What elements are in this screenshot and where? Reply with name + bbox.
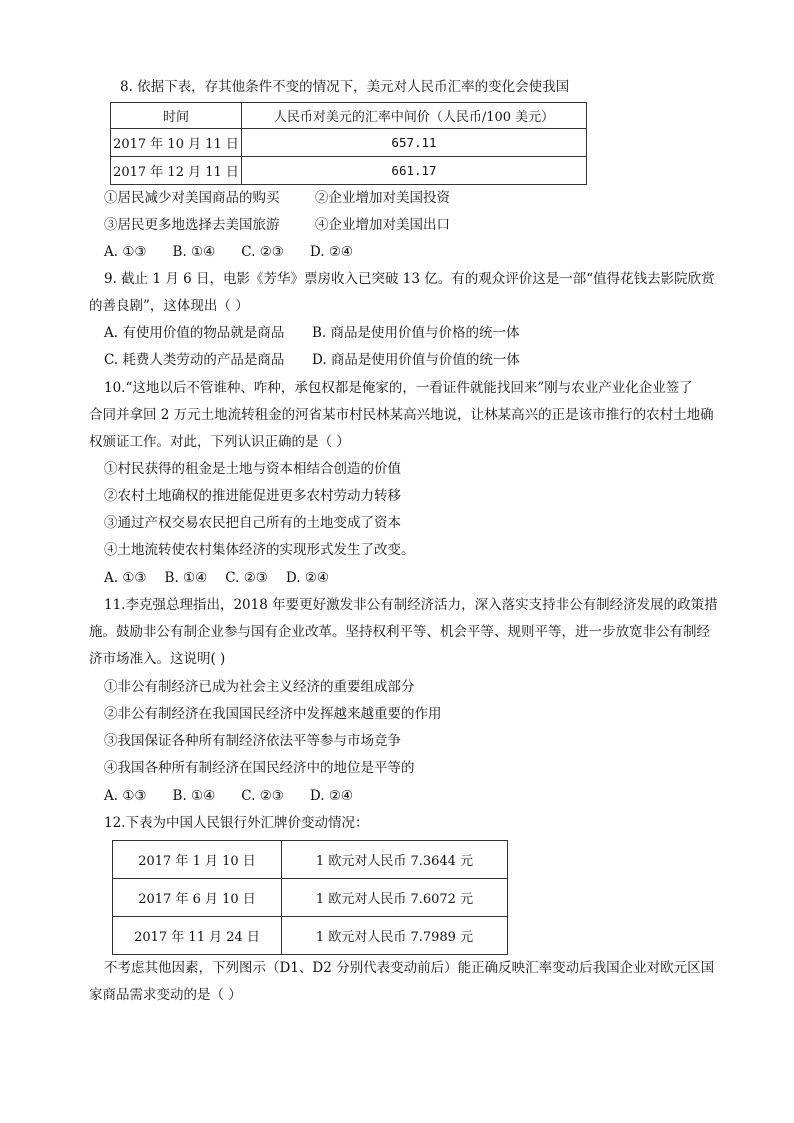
q12-text-line: 家商品需求变动的是（ ） [89,987,242,1003]
q11-stem-line: 11.李克强总理指出，2018 年要更好激发非公有制经济活力，深入落实支持非公有制经济发展的政策措 [104,597,718,613]
choice-c: C. ②③ [241,244,284,260]
table-cell-rate: 1 欧元对人民币 7.7989 元 [282,917,508,955]
table-cell-rate: 661.17 [242,157,587,185]
q9-option-c: C. 耗费人类劳动的产品是商品 [104,352,285,368]
q8-choices [104,242,353,262]
choice-c: C. ②③ [241,788,284,804]
table-cell-date: 2017 年 6 月 10 日 [113,879,282,917]
table-row [113,917,508,955]
choice-a: A. ①③ [104,244,147,260]
table-header-cell: 人民币对美元的汇率中间价（人民币/100 美元） [242,103,587,129]
q11-statement: ①非公有制经济已成为社会主义经济的重要组成部分 [104,679,415,695]
q11-statement: ③我国保证各种所有制经济依法平等参与市场竞争 [104,733,401,749]
q8-exchange-table [110,102,587,185]
q10-statement: ②农村土地确权的推进能促进更多农村劳动力转移 [104,488,401,504]
q11-statement: ④我国各种所有制经济在国民经济中的地位是平等的 [104,760,415,776]
q9-option-a: A. 有使用价值的物品就是商品 [104,325,285,341]
q8-statement: ④企业增加对美国出口 [315,217,450,233]
choice-d: D. ②④ [309,788,354,804]
table-row [113,879,508,917]
table-cell-date: 2017 年 11 月 24 日 [113,917,282,955]
q11-stem-line: 济市场准入。这说明( ) [89,651,226,667]
choice-a: A. ①③ [104,570,147,586]
table-cell-rate: 1 欧元对人民币 7.3644 元 [282,841,508,879]
q8-statement: ①居民减少对美国商品的购买 [104,190,280,206]
q11-statement: ②非公有制经济在我国国民经济中发挥越来越重要的作用 [104,706,442,722]
table-header-cell: 时间 [111,103,242,129]
q9-option-d: D. 商品是使用价值与价值的统一体 [312,352,520,368]
q8-stem: 8. 依据下表，存其他条件不变的情况下，美元对人民币汇率的变化会使我国 [120,79,570,95]
q9-stem-line: 9. 截止 1 月 6 日，电影《芳华》票房收入已突破 13 亿。有的观众评价这是一部“值得花钱去影院欣赏 [104,271,715,287]
q9-option-b: B. 商品是使用价值与价格的统一体 [312,325,520,341]
table-cell-date: 2017 年 1 月 10 日 [113,841,282,879]
table-row [111,129,587,157]
q10-stem-line: 10.“这地以后不管谁种、咋种，承包权都是俺家的，一看证件就能找回来”刚与农业产业化企业签了 [104,380,693,396]
q11-choices [104,786,353,806]
q10-statement: ①村民获得的租金是土地与资本相结合创造的价值 [104,461,401,477]
choice-b: B. ①④ [164,570,208,586]
table-row [111,157,587,185]
table-cell-rate: 1 欧元对人民币 7.6072 元 [282,879,508,917]
choice-b: B. ①④ [172,244,216,260]
table-header-row [111,103,587,129]
q12-text-line: 不考虑其他因素，下列图示（D1、D2 分别代表变动前后）能正确反映汇率变动后我国企业对欧元区国 [104,960,715,976]
choice-d: D. ②④ [309,244,354,260]
q10-stem-line: 权颁证工作。对此，下列认识正确的是（ ） [89,434,350,450]
choice-b: B. ①④ [172,788,216,804]
table-cell-rate: 657.11 [242,129,587,157]
choice-a: A. ①③ [104,788,147,804]
q10-statement: ④土地流转使农村集体经济的实现形式发生了改变。 [104,542,415,558]
table-cell-date: 2017 年 12 月 11 日 [111,157,242,185]
q10-statement: ③通过产权交易农民把自己所有的土地变成了资本 [104,515,401,531]
choice-d: D. ②④ [285,570,330,586]
q11-stem-line: 施。鼓励非公有制企业参与国有企业改革。坚持权利平等、机会平等、规则平等，进一步放宽非公有制经 [89,624,710,640]
q8-statement: ②企业增加对美国投资 [315,190,450,206]
q10-stem-line: 合同并拿回 2 万元土地流转租金的河省某市村民林某高兴地说，让林某高兴的正是该市推行的农村土地确 [89,407,714,423]
q10-choices [104,568,329,588]
choice-c: C. ②③ [225,570,268,586]
table-cell-date: 2017 年 10 月 11 日 [111,129,242,157]
q9-stem-line: 的善良剧”，这体现出（ ） [89,298,249,314]
q8-statement: ③居民更多地选择去美国旅游 [104,217,280,233]
q12-stem: 12.下表为中国人民银行外汇牌价变动情况： [104,815,369,831]
table-row [113,841,508,879]
q12-forex-table [112,840,508,955]
